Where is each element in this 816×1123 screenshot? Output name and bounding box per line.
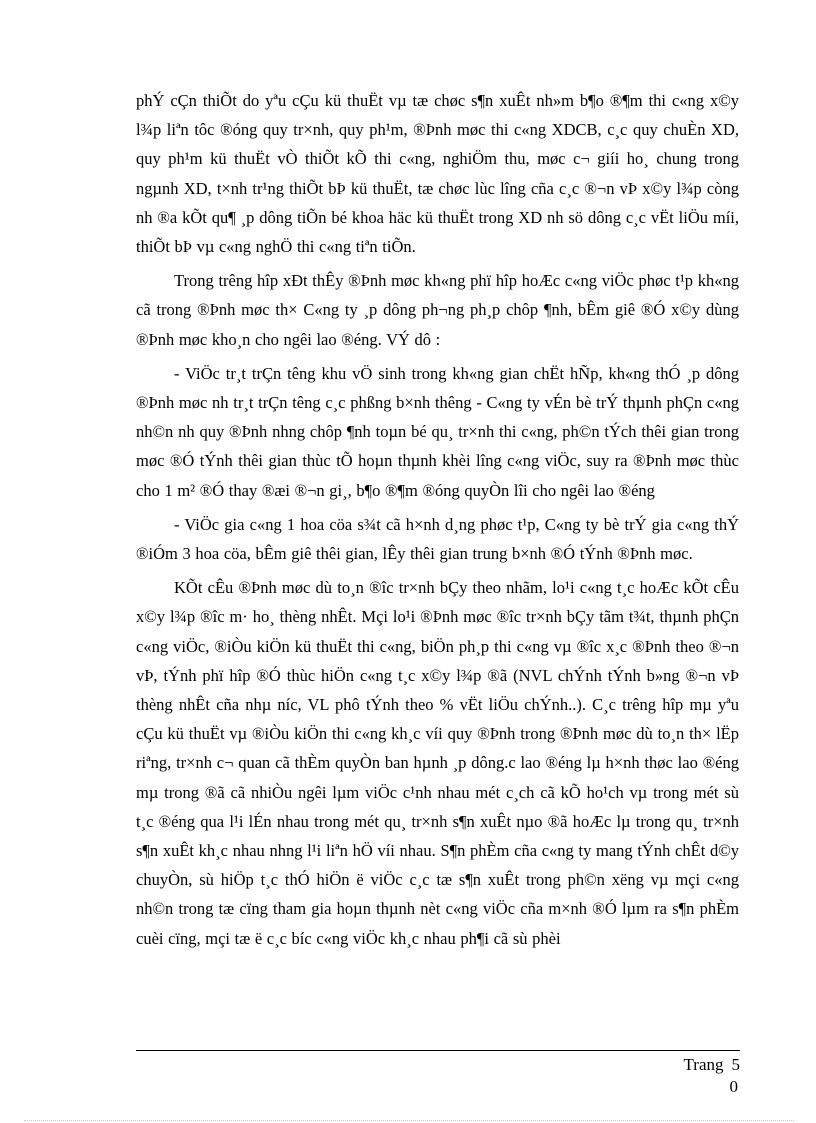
- paragraph-5: KÕt cÊu ®Þnh møc dù to¸n ®îc tr×nh bÇy theo nhãm, lo¹i c«ng t¸c hoÆc kÕt cÊu x©y l¾p ®îc m· ho¸ thèng nhÊt. Mçi lo¹i ®Þnh møc ®îc tr×nh bÇy tãm t¾t, thµnh phÇn c«ng viÖc, ®iÒu kiÖn kü thuËt thi c«ng, biÖn ph¸p thi c«ng vµ ®îc x¸c ®Þnh theo ®¬n vÞ, tÝnh phï hîp ®Ó thùc hiÖn c«ng t¸c x©y l¾p ®ã (NVL chÝnh tÝnh b»ng ®¬n vÞ thèng nhÊt cña nhµ níc, VL phô tÝnh theo % vËt liÖu chÝnh..). C¸c trêng hîp mµ yªu cÇu kü thuËt vµ ®iÒu kiÖn thi c«ng kh¸c víi quy ®Þnh trong ®Þnh møc dù to¸n th× lËp riªng, tr×nh c¬ quan cã thÈm quyÒn ban hµnh ¸p dông.c lao ®éng lµ h×nh thøc lao ®éng mµ trong ®ã cã nhiÒu ngêi lµm viÖc c¹nh nhau mét c¸ch cã kÕ ho¹ch vµ trong mét sù t¸c ®éng qua l¹i lÉn nhau trong mét qu¸ tr×nh s¶n xuÊt nµo ®ã hoÆc lµ trong qu¸ tr×nh s¶n xuÊt kh¸c nhau nhng l¹i liªn hÖ víi nhau. S¶n phÈm cña c«ng ty mang tÝnh chÊt d©y chuyÒn, sù hiÖp t¸c thÓ hiÖn ë viÖc c¸c tæ s¶n xuÊt trong ph©n xëng vµ mçi c«ng nh©n trong tæ cïng tham gia hoµn thµnh nèt c«ng viÖc cña m×nh ®Ó lµm ra s¶n phÈm cuèi cïng, mçi tæ ë c¸c bíc c«ng viÖc kh¸c nhau ph¶i cã sù phèi: [136, 578, 739, 948]
- paragraph-1: phÝ cÇn thiÕt do yªu cÇu kü thuËt vµ tæ chøc s¶n xuÊt nh»m b¶o ®¶m thi c«ng x©y l¾p liªn tôc ®óng quy tr×nh, quy ph¹m, ®Þnh møc thi c«ng XDCB, c¸c quy chuÈn XD, quy ph¹m kü thuËt vÒ thiÕt kÕ thi c«ng, nghiÖm thu, møc c¬ giíi ho¸ chung trong ngµnh XD, t×nh tr¹ng thiÕt bÞ kü thuËt, tæ chøc lùc lîng cña c¸c ®¬n vÞ x©y l¾p còng nh ®a kÕt qu¶ ¸p dông tiÕn bé khoa häc kü thuËt trong XD nh sö dông c¸c vËt liÖu míi, thiÕt bÞ vµ c«ng nghÖ thi c«ng tiªn tiÕn.: [136, 91, 739, 257]
- page-edge-divider: [24, 1120, 794, 1121]
- footer-divider: [136, 1050, 740, 1051]
- page-footer: [662, 1054, 740, 1098]
- page-label: Trang: [683, 1055, 724, 1074]
- paragraph-2: Trong trêng hîp xÐt thÊy ®Þnh møc kh«ng phï hîp hoÆc c«ng viÖc phøc t¹p kh«ng cã trong ®Þnh møc th× C«ng ty ¸p dông ph¬ng ph¸p chôp ¶nh, bÊm giê ®Ó x©y dùng ®Þnh møc kho¸n cho ngêi lao ®éng. VÝ dô :: [136, 271, 739, 349]
- paragraph-4: - ViÖc gia c«ng 1 hoa cöa s¾t cã h×nh d¸ng phøc t¹p, C«ng ty bè trÝ gia c«ng thÝ ®iÓm 3 hoa cöa, bÊm giê thêi gian, lÊy thêi gian trung b×nh ®Ó tÝnh ®Þnh møc.: [136, 514, 739, 564]
- page-number-line1: 5: [731, 1055, 740, 1074]
- document-body: [136, 86, 739, 958]
- paragraph-3: - ViÖc tr¸t trÇn têng khu vÖ sinh trong kh«ng gian chËt hÑp, kh«ng thÓ ¸p dông ®Þnh møc nh tr¸t trÇn têng c¸c phßng b×nh thêng - C«ng ty vÉn bè trÝ thµnh phÇn c«ng nh©n nh quy ®Þnh nhng chôp ¶nh toµn bé qu¸ tr×nh thi c«ng, ph©n tÝch thêi gian trong møc ®Ó tÝnh thêi gian thùc tÕ hoµn thµnh khèi lîng c«ng viÖc, suy ra ®Þnh møc thùc cho 1 m² ®Ó thay ®æi ®¬n gi¸, b¶o ®¶m ®óng quyÒn lîi cho ngêi lao ®éng: [136, 363, 739, 500]
- page-number-line2: 0: [729, 1077, 738, 1096]
